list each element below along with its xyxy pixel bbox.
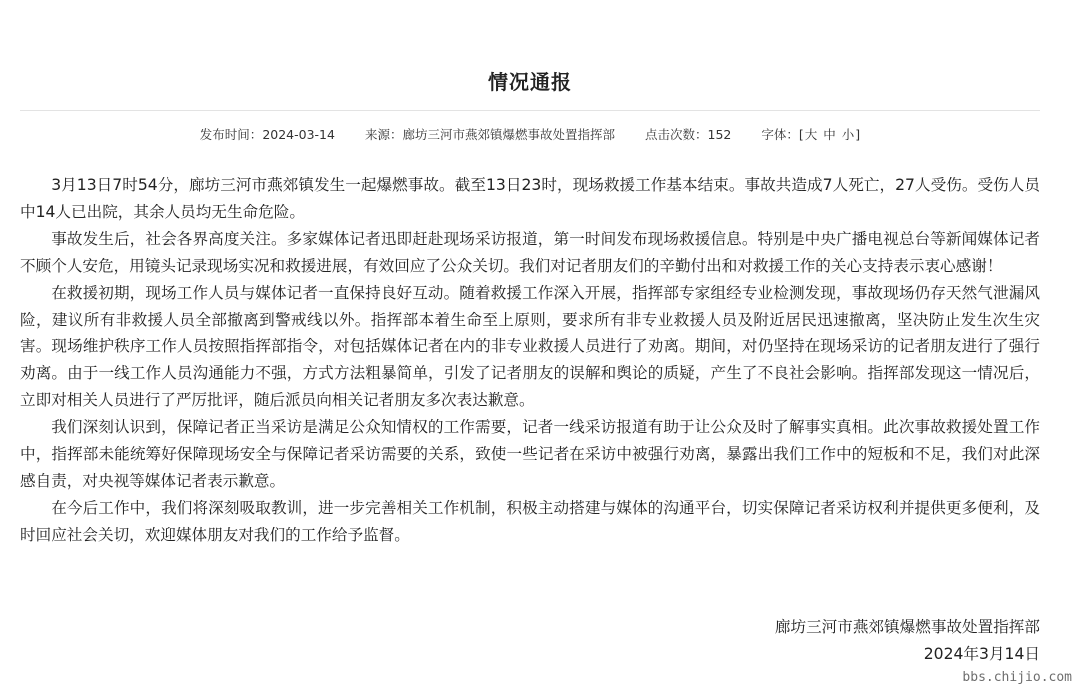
publish-time-value: 2024-03-14 <box>262 127 335 142</box>
paragraph: 3月13日7时54分，廊坊三河市燕郊镇发生一起爆燃事故。截至13日23时，现场救援工作基本结束。事故共造成7人死亡，27人受伤。受伤人员中14人已出院，其余人员均无生命危险。 <box>20 176 1040 221</box>
font-size-label: 字体： <box>761 127 799 142</box>
click-count-value: 152 <box>707 127 732 142</box>
font-size-control <box>761 125 860 143</box>
font-size-small-button[interactable]: 小 <box>841 127 855 142</box>
font-size-medium-button[interactable]: 中 <box>823 127 836 142</box>
signature-block <box>775 614 1040 668</box>
click-count <box>645 125 731 143</box>
article-meta <box>20 125 1040 143</box>
publish-time <box>200 125 335 143</box>
source-value: 廊坊三河市燕郊镇爆燃事故处置指挥部 <box>402 127 615 142</box>
signature-organization: 廊坊三河市燕郊镇爆燃事故处置指挥部 <box>774 618 1040 636</box>
article-body <box>20 172 1040 549</box>
site-watermark: bbs.chijio.com <box>962 670 1072 685</box>
paragraph: 我们深刻认识到，保障记者正当采访是满足公众知情权的工作需要，记者一线采访报道有助于让公众及时了解事实真相。此次事故救援处置工作中，指挥部未能统筹好保障现场安全与保障记者采访需要的关系，致使一些记者在采访中被强行劝离，暴露出我们工作中的短板和不足，我们对此深感自责，对央视等媒体记者表示歉意。 <box>20 418 1040 490</box>
article-title: 情况通报 <box>488 70 572 94</box>
paragraph: 事故发生后，社会各界高度关注。多家媒体记者迅即赶赴现场采访报道，第一时间发布现场救援信息。特别是中央广播电视总台等新闻媒体记者不顾个人安危，用镜头记录现场实况和救援进展，有效回应了公众关切。我们对记者朋友们的辛勤付出和对救援工作的关心支持表示衷心感谢！ <box>20 229 1040 275</box>
publish-time-label: 发布时间： <box>199 127 263 142</box>
title-divider <box>20 110 1040 111</box>
paragraph: 在今后工作中，我们将深刻吸取教训，进一步完善相关工作机制，积极主动搭建与媒体的沟通平台，切实保障记者采访权利并提供更多便利，及时回应社会关切，欢迎媒体朋友对我们的工作给予监督。 <box>20 498 1040 544</box>
article-page <box>20 0 1040 687</box>
source-label: 来源： <box>364 127 403 142</box>
signature-date: 2024年3月14日 <box>923 645 1040 663</box>
click-count-label: 点击次数： <box>645 127 708 142</box>
paragraph: 在救援初期，现场工作人员与媒体记者一直保持良好互动。随着救援工作深入开展，指挥部专家组经专业检测发现，事故现场仍存天然气泄漏风险，建议所有非救援人员全部撤离到警戒线以外。指挥部本着生命至上原则，要求所有非专业救援人员及附近居民迅速撤离，坚决防止发生次生灾害。现场维护秩序工作人员按照指挥部指令，对包括媒体记者在内的非专业救援人员进行了劝离。期间，对仍坚持在现场采访的记者朋友进行了强行劝离。由于一线工作人员沟通能力不强，方式方法粗暴简单，引发了记者朋友的误解和舆论的质疑，产生了不良社会影响。指挥部发现这一情况后，立即对相关人员进行了严厉批评，随后派员向相关记者朋友多次表达歉意。 <box>20 283 1040 410</box>
font-size-bracket-close: ] <box>855 127 861 142</box>
font-size-bracket-open: [ <box>798 127 804 142</box>
source <box>365 125 615 143</box>
font-size-large-button[interactable]: 大 <box>804 127 818 142</box>
